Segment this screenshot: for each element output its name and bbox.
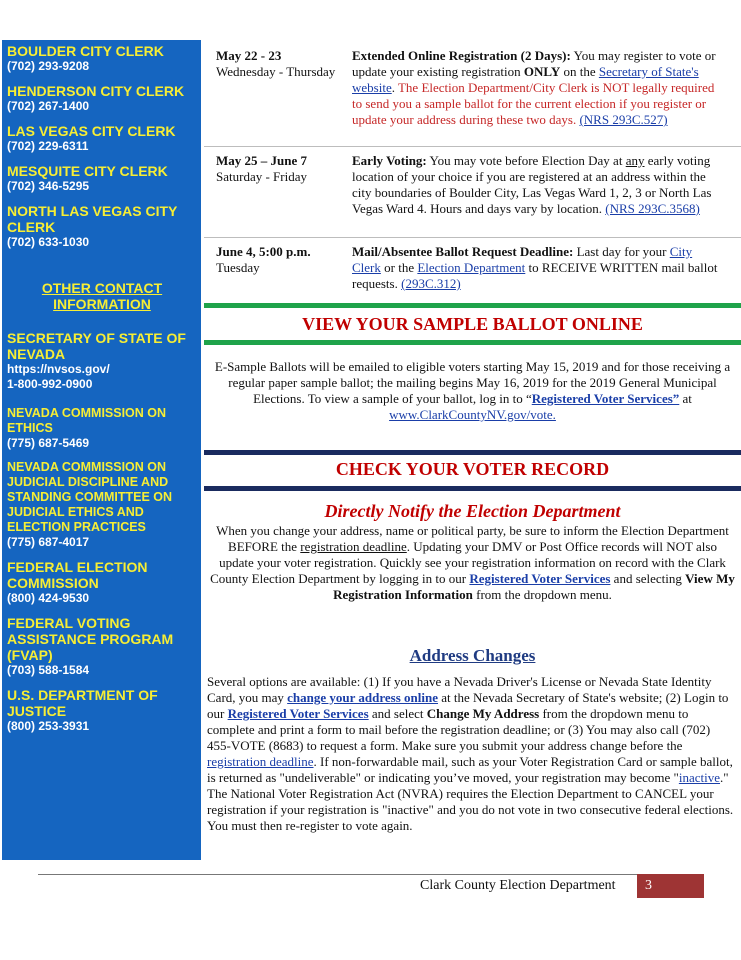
registered-voter-services-link[interactable]: Registered Voter Services” — [531, 391, 680, 406]
address-changes-paragraph: Several options are available: (1) If you have a Nevada Driver's License or Nevada State Identity Card, you may change your address online at the Nevada Secretary of State's website; (2) Login to our Registered Voter Services and select Change My Address from the dropdown menu to complete and print a form to mail before the registration deadline; or (3) You may also call (702) 455-VOTE (8683) to request a form. Make sure you submit your address change before the registration deadline. If non-forwardable mail, such as your Voter Registration Card or sample ballot, is returned as "undeliverable" or indicating you’ve moved, your registration may become "inactive." The National Voter Registration Act (NVRA) requires the Election Department to CANCEL your registration if your registration is "inactive" and you do not vote in two consecutive federal elections. You must then re-register to vote again. — [207, 674, 734, 833]
registered-voter-services-link[interactable]: Registered Voter Services — [469, 571, 611, 586]
contact-name: LAS VEGAS CITY CLERK — [7, 123, 176, 139]
contact-mesquite-city-clerk — [7, 163, 197, 194]
contact-name: BOULDER CITY CLERK — [7, 43, 164, 59]
deadline-description: Mail/Absentee Ballot Request Deadline: Last day for your City Clerk or the Election Department to RECEIVE WRITTEN mail ballot requests. (293C.312) — [352, 244, 718, 291]
deadline-row-early-voting — [204, 146, 741, 237]
deadline-description: Early Voting: You may vote before Election Day at any early voting location of your choice if you are registered at an address within the city boundaries of Boulder City, Las Vegas Ward 1, 2, 3 or North Las Vegas Ward 4. Hours and days vary by location. (NRS 293C.3568) — [352, 153, 712, 216]
nrs-293c527-link[interactable]: (NRS 293C.527) — [579, 112, 668, 127]
contact-name: U.S. DEPARTMENT OF JUSTICE — [7, 687, 158, 719]
deadline-table — [204, 40, 741, 299]
voter-record-heading: CHECK YOUR VOTER RECORD — [335, 459, 610, 479]
contact-phone: (702) 229-6311 — [7, 139, 89, 153]
deadline-description: Extended Online Registration (2 Days): You may register to vote or update your existing registration ONLY on the Secretary of State's website. The Election Department/City Clerk is NOT legally required to send you a sample ballot for the current election if you register or update your address during these two days. (NRS 293C.527) — [352, 48, 716, 127]
nrs-293c312-link[interactable]: (293C.312) — [401, 276, 461, 291]
deadline-date: May 22 - 23 — [216, 48, 282, 63]
notify-department-paragraph: When you change your address, name or political party, be sure to inform the Election Department BEFORE the registration deadline. Updating your DMV or Post Office records will NOT also update your voter registration. Quickly see your registration information on record with the Clark County Election Department by logging in to our Registered Voter Services and selecting View My Registration Information from the dropdown menu. — [210, 523, 735, 602]
contact-phone: (800) 424-9530 — [7, 591, 90, 605]
deadline-days: Saturday - Friday — [216, 169, 307, 184]
contact-phone: (702) 293-9208 — [7, 59, 90, 73]
registration-deadline-link[interactable]: registration deadline — [207, 754, 314, 769]
sample-ballot-paragraph: E-Sample Ballots will be emailed to eligible voters starting May 15, 2019 and for those receiving a regular paper sample ballot; the mailing begins May 16, 2019 for the 2019 General Municipal Elections. To view a sample of your ballot, log in to “Registered Voter Services” at www.ClarkCountyNV.gov/vote. — [214, 359, 731, 422]
deadline-title: Early Voting: — [352, 153, 427, 168]
section-divider — [204, 303, 741, 308]
footer-rule — [38, 874, 704, 875]
address-changes-heading: Address Changes — [409, 646, 536, 665]
contact-phone: (702) 267-1400 — [7, 99, 90, 113]
contact-judicial-discipline — [7, 460, 197, 550]
nrs-293c3568-link[interactable]: (NRS 293C.3568) — [605, 201, 700, 216]
contact-nevada-ethics — [7, 406, 197, 451]
contact-us-doj — [7, 687, 197, 734]
contact-phone: (702) 346-5295 — [7, 179, 90, 193]
deadline-date: June 4, 5:00 p.m. — [216, 244, 311, 259]
deadline-days: Tuesday — [216, 260, 260, 275]
contact-las-vegas-city-clerk — [7, 123, 197, 154]
contact-name: NEVADA COMMISSION ON JUDICIAL DISCIPLINE AND STANDING COMMITTEE ON JUDICIAL ETHICS AND ELECTION PRACTICES — [7, 460, 173, 534]
contact-website[interactable]: https://nvsos.gov/ — [7, 362, 110, 376]
clark-county-vote-link[interactable]: www.ClarkCountyNV.gov/vote. — [389, 407, 556, 422]
page-number: 3 — [637, 874, 704, 898]
deadline-days: Wednesday - Thursday — [216, 64, 336, 79]
sample-ballot-warning: The Election Department/City Clerk is NOT legally required to send you a sample ballot for the current election if you register or update your address during these two days. — [352, 80, 715, 127]
contact-name: FEDERAL ELECTION COMMISSION — [7, 559, 148, 591]
contact-sidebar — [2, 40, 201, 860]
contact-name: SECRETARY OF STATE OF NEVADA — [7, 330, 186, 362]
contact-henderson-city-clerk — [7, 83, 197, 114]
contact-phone: (775) 687-5469 — [7, 436, 90, 450]
registered-voter-services-link[interactable]: Registered Voter Services — [227, 706, 369, 721]
deadline-row-mail-ballot — [204, 237, 741, 299]
change-address-online-link[interactable]: change your address online — [287, 690, 439, 705]
sample-ballot-heading: VIEW YOUR SAMPLE BALLOT ONLINE — [302, 314, 643, 334]
other-contact-heading[interactable]: OTHER CONTACT INFORMATION — [41, 280, 163, 312]
contact-federal-election-commission — [7, 559, 197, 606]
deadline-date: May 25 – June 7 — [216, 153, 307, 168]
contact-boulder-city-clerk — [7, 43, 197, 74]
notify-department-subheading: Directly Notify the Election Department — [324, 501, 621, 521]
section-divider — [204, 450, 741, 455]
contact-phone: (702) 633-1030 — [7, 235, 90, 249]
contact-phone: (800) 253-3931 — [7, 719, 90, 733]
contact-phone: (775) 687-4017 — [7, 535, 90, 549]
contact-name: NORTH LAS VEGAS CITY CLERK — [7, 203, 178, 235]
city-clerk-link[interactable]: City Clerk — [352, 244, 693, 275]
contact-secretary-of-state — [7, 330, 197, 392]
deadline-title: Extended Online Registration (2 Days): — [352, 48, 571, 63]
contact-phone: 1-800-992-0900 — [7, 377, 93, 391]
contact-north-las-vegas-city-clerk — [7, 203, 197, 250]
inactive-link[interactable]: inactive — [678, 770, 721, 785]
contact-name: MESQUITE CITY CLERK — [7, 163, 168, 179]
deadline-title: Mail/Absentee Ballot Request Deadline: — [352, 244, 574, 259]
contact-phone: (703) 588-1584 — [7, 663, 90, 677]
section-divider — [204, 340, 741, 345]
sos-website-link[interactable]: Secretary of State's website — [352, 64, 699, 95]
contact-name: FEDERAL VOTING ASSISTANCE PROGRAM (FVAP) — [7, 615, 174, 663]
contact-name: HENDERSON CITY CLERK — [7, 83, 185, 99]
footer-department-name: Clark County Election Department — [420, 878, 616, 893]
deadline-row-extended-registration — [204, 40, 741, 146]
contact-fvap — [7, 615, 197, 678]
election-department-link[interactable]: Election Department — [417, 260, 526, 275]
contact-name: NEVADA COMMISSION ON ETHICS — [7, 406, 167, 435]
section-divider — [204, 486, 741, 491]
